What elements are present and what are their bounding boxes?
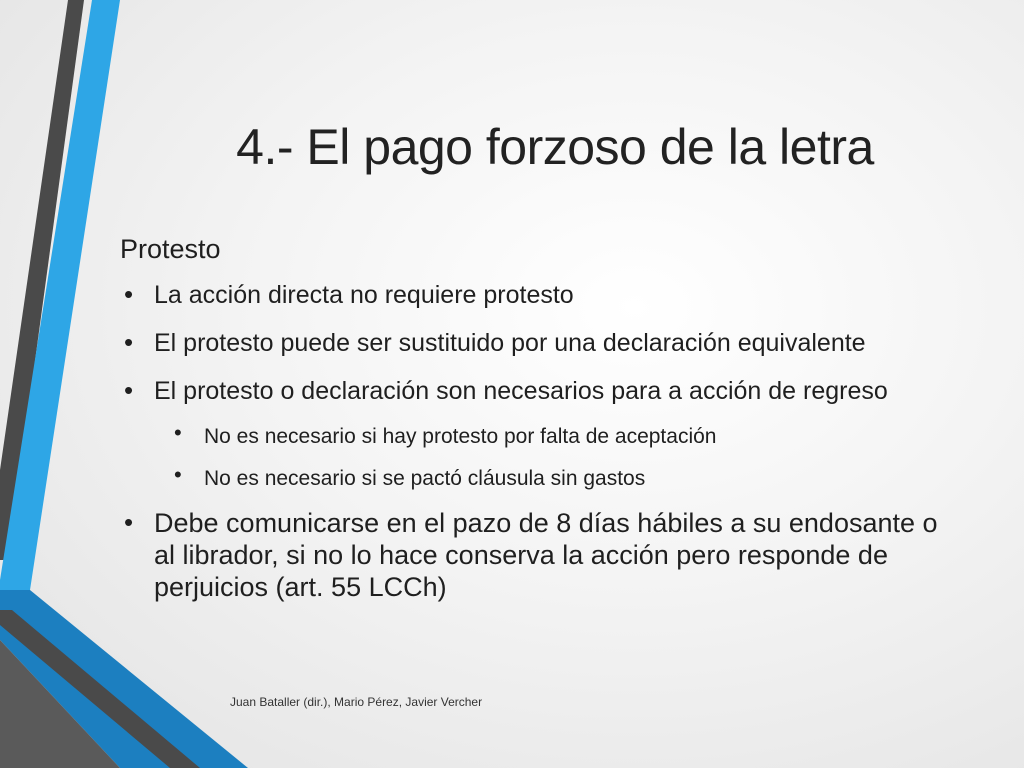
bullet-dot: • [124,279,134,309]
sub-bullet-item [120,462,960,493]
section-heading: Protesto [120,234,221,264]
slide-title: 4.- El pago forzoso de la letra [236,119,874,175]
bullet-text: Debe comunicarse en el pazo de 8 días hábiles a su endosante o al librador, si no lo hace conserva la acción pero responde de perjuicios (art. 55 LCCh) [154,508,938,602]
bullet-text: El protesto o declaración son necesarios para a acción de regreso [154,377,888,405]
slide-footer-authors: Juan Bataller (dir.), Mario Pérez, Javier Vercher [230,695,483,709]
bullet-text: El protesto puede ser sustituido por una declaración equivalente [154,329,866,357]
sub-bullet-dot: • [174,420,182,445]
bullet-dot: • [124,507,134,537]
sub-bullet-dot: • [174,462,182,487]
bullet-item [120,327,960,359]
bullet-item-emphasis [120,507,960,603]
bullet-item [120,279,960,311]
bullet-dot: • [124,375,134,405]
slide-content [120,234,960,603]
bullet-item [120,375,960,407]
bullet-text: La acción directa no requiere protesto [154,281,574,309]
sub-bullet-text: No es necesario si hay protesto por falta de aceptación [204,425,717,448]
sub-bullet-item [120,420,960,451]
sub-bullet-text: No es necesario si se pactó cláusula sin gastos [204,467,646,490]
bullet-dot: • [124,327,134,357]
